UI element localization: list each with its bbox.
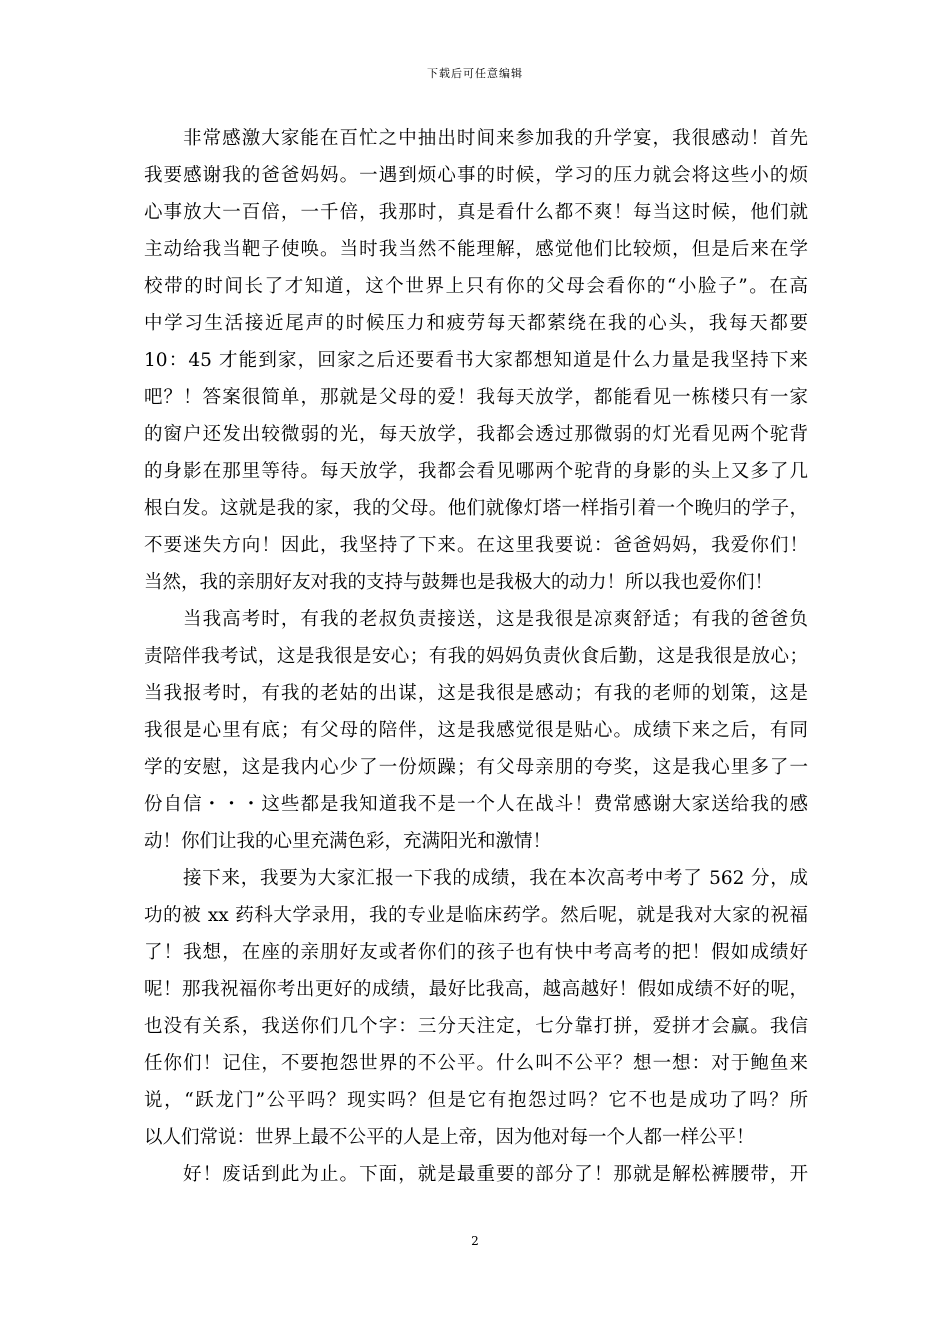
text-line: 吧？！答案很简单，那就是父母的爱！我每天放学，都能看见一栋楼只有一家 <box>144 387 808 408</box>
text-line: 当然，我的亲朋好友对我的支持与鼓舞也是我极大的动力！所以我也爱你们！ <box>144 572 774 593</box>
text-line: 我要感谢我的爸爸妈妈。一遇到烦心事的时候，学习的压力就会将这些小的烦 <box>144 165 808 186</box>
text-line: 中学习生活接近尾声的时候压力和疲劳每天都萦绕在我的心头，我每天都要 <box>144 313 808 334</box>
text-line: 份自信・・・这些都是我知道我不是一个人在战斗！费常感谢大家送给我的感 <box>144 794 808 815</box>
text-line: 心事放大一百倍，一千倍，我那时，真是看什么都不爽！每当这时候，他们就 <box>144 202 808 223</box>
text-line: 以人们常说：世界上最不公平的人是上帝，因为他对每一个人都一样公平！ <box>144 1127 755 1148</box>
text-line: 的窗户还发出较微弱的光，每天放学，我都会透过那微弱的灯光看见两个驼背 <box>144 424 808 445</box>
paragraph <box>144 601 808 860</box>
text-line: 校带的时间长了才知道，这个世界上只有你的父母会看你的“小脸子”。在高 <box>144 276 808 297</box>
text-line: 任你们！记住，不要抱怨世界的不公平。什么叫不公平？想一想：对于鲍鱼来 <box>144 1053 808 1074</box>
text-line: 非常感激大家能在百忙之中抽出时间来参加我的升学宴，我很感动！首先 <box>183 128 808 149</box>
text-line: 好！废话到此为止。下面，就是最重要的部分了！那就是解松裤腰带，开 <box>183 1164 808 1185</box>
page-number: 2 <box>471 1234 479 1248</box>
text-line: 动！你们让我的心里充满色彩，充满阳光和激情！ <box>144 831 552 852</box>
text-line: 也没有关系，我送你们几个字：三分天注定，七分靠打拼，爱拼才会赢。我信 <box>144 1016 808 1037</box>
text-line: 责陪伴我考试，这是我很是安心；有我的妈妈负责伙食后勤，这是我很是放心； <box>144 646 808 667</box>
text-line: 根白发。这就是我的家，我的父母。他们就像灯塔一样指引着一个晚归的学子， <box>144 498 808 519</box>
text-line: 说，“跃龙门”公平吗？现实吗？但是它有抱怨过吗？它不也是成功了吗？所 <box>144 1090 808 1111</box>
paragraph <box>144 120 808 601</box>
text-line: 当我报考时，有我的老姑的出谋，这是我很是感动；有我的老师的划策，这是 <box>144 683 808 704</box>
text-line: 了！我想，在座的亲朋好友或者你们的孩子也有快中考高考的把！假如成绩好 <box>144 942 808 963</box>
paragraph <box>144 1156 808 1193</box>
text-line: 主动给我当靶子使唤。当时我当然不能理解，感觉他们比较烦，但是后来在学 <box>144 239 808 260</box>
text-line: 不要迷失方向！因此，我坚持了下来。在这里我要说：爸爸妈妈，我爱你们！ <box>144 535 808 556</box>
document-body <box>144 120 808 1193</box>
text-line: 我很是心里有底；有父母的陪伴，这是我感觉很是贴心。成绩下来之后，有同 <box>144 720 808 741</box>
page-header: 下载后可任意编辑 <box>427 67 523 80</box>
text-line: 呢！那我祝福你考出更好的成绩，最好比我高，越高越好！假如成绩不好的呢， <box>144 979 808 1000</box>
text-line: 功的被 xx 药科大学录用，我的专业是临床药学。然后呢，就是我对大家的祝福 <box>144 905 808 926</box>
text-line: 当我高考时，有我的老叔负责接送，这是我很是凉爽舒适；有我的爸爸负 <box>183 609 808 630</box>
text-line: 的身影在那里等待。每天放学，我都会看见哪两个驼背的身影的头上又多了几 <box>144 461 808 482</box>
text-line: 接下来，我要为大家汇报一下我的成绩，我在本次高考中考了 562 分，成 <box>183 868 808 889</box>
paragraph <box>144 860 808 1156</box>
text-line: 学的安慰，这是我内心少了一份烦躁；有父母亲朋的夸奖，这是我心里多了一 <box>144 757 808 778</box>
text-line: 10：45 才能到家，回家之后还要看书大家都想知道是什么力量是我坚持下来 <box>144 350 808 371</box>
